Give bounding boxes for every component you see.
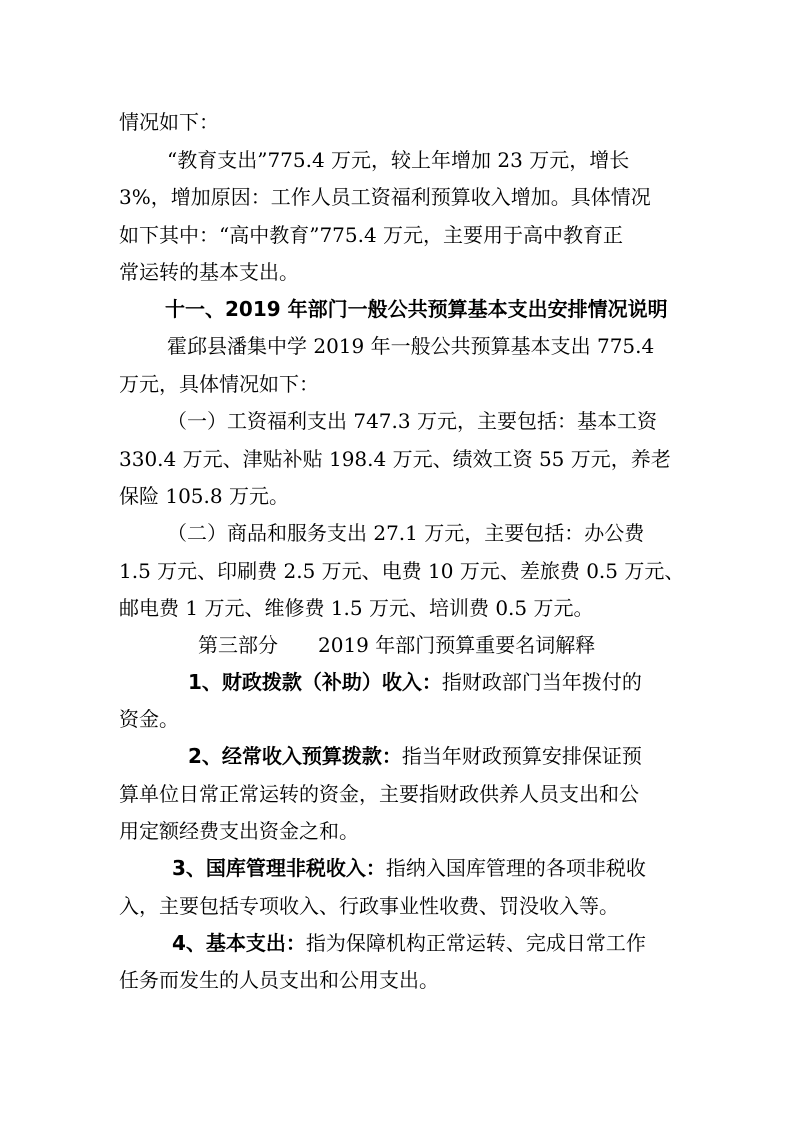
term-1-text: 指财政部门当年拨付的 — [441, 670, 642, 694]
item2-line: （二）商品和服务支出 27.1 万元，主要包括：办公费 — [167, 521, 645, 545]
term-1-title: 1、财政拨款（补助）收入： — [188, 670, 442, 694]
term-4-title: 4、基本支出： — [172, 931, 306, 955]
section11-intro-line: 万元，具体情况如下： — [119, 372, 319, 396]
term-2-line: 用定额经费支出资金之和。 — [119, 819, 359, 843]
edu-para-line: 如下其中：“高中教育”775.4 万元，主要用于高中教育正 — [119, 223, 624, 247]
item1-line: 保险 105.8 万元。 — [119, 484, 289, 508]
intro-tail: 情况如下： — [119, 110, 219, 134]
edu-para-line: 常运转的基本支出。 — [119, 260, 299, 284]
term-4-text: 指为保障机构正常运转、完成日常工作 — [305, 931, 646, 955]
term-2-line: 算单位日常正常运转的资金，主要指财政供养人员支出和公 — [119, 782, 639, 806]
term-2-title: 2、经常收入预算拨款： — [188, 744, 402, 768]
term-3-text: 指纳入国库管理的各项非税收 — [385, 856, 646, 880]
edu-para-line: “教育支出”775.4 万元，较上年增加 23 万元，增长 — [167, 148, 630, 172]
item1-line: （一）工资福利支出 747.3 万元，主要包括：基本工资 — [167, 409, 657, 433]
item2-line: 1.5 万元、印刷费 2.5 万元、电费 10 万元、差旅费 0.5 万元、 — [119, 559, 685, 583]
section11-heading: 十一、2019 年部门一般公共预算基本支出安排情况说明 — [165, 297, 668, 321]
term-1-line — [0, 668, 793, 696]
item1-line: 330.4 万元、津贴补贴 198.4 万元、绩效工资 55 万元，养老 — [119, 447, 671, 471]
section11-intro-line: 霍邱县潘集中学 2019 年一般公共预算基本支出 775.4 — [167, 334, 655, 358]
term-3-title: 3、国库管理非税收入： — [172, 856, 386, 880]
term-2-text: 指当年财政预算安排保证预 — [401, 744, 642, 768]
edu-para-line: 3%，增加原因：工作人员工资福利预算收入增加。具体情况 — [119, 185, 651, 209]
term-4-line: 任务而发生的人员支出和公用支出。 — [119, 968, 439, 992]
term-1-line: 资金。 — [119, 707, 179, 731]
term-2-line — [0, 742, 793, 770]
term-4-line — [0, 929, 793, 957]
item2-line: 邮电费 1 万元、维修费 1.5 万元、培训费 0.5 万元。 — [119, 596, 594, 620]
term-3-line — [0, 854, 793, 882]
part3-heading: 第三部分 2019 年部门预算重要名词解释 — [198, 633, 596, 657]
term-3-line: 入，主要包括专项收入、行政事业性收费、罚没收入等。 — [119, 894, 619, 918]
